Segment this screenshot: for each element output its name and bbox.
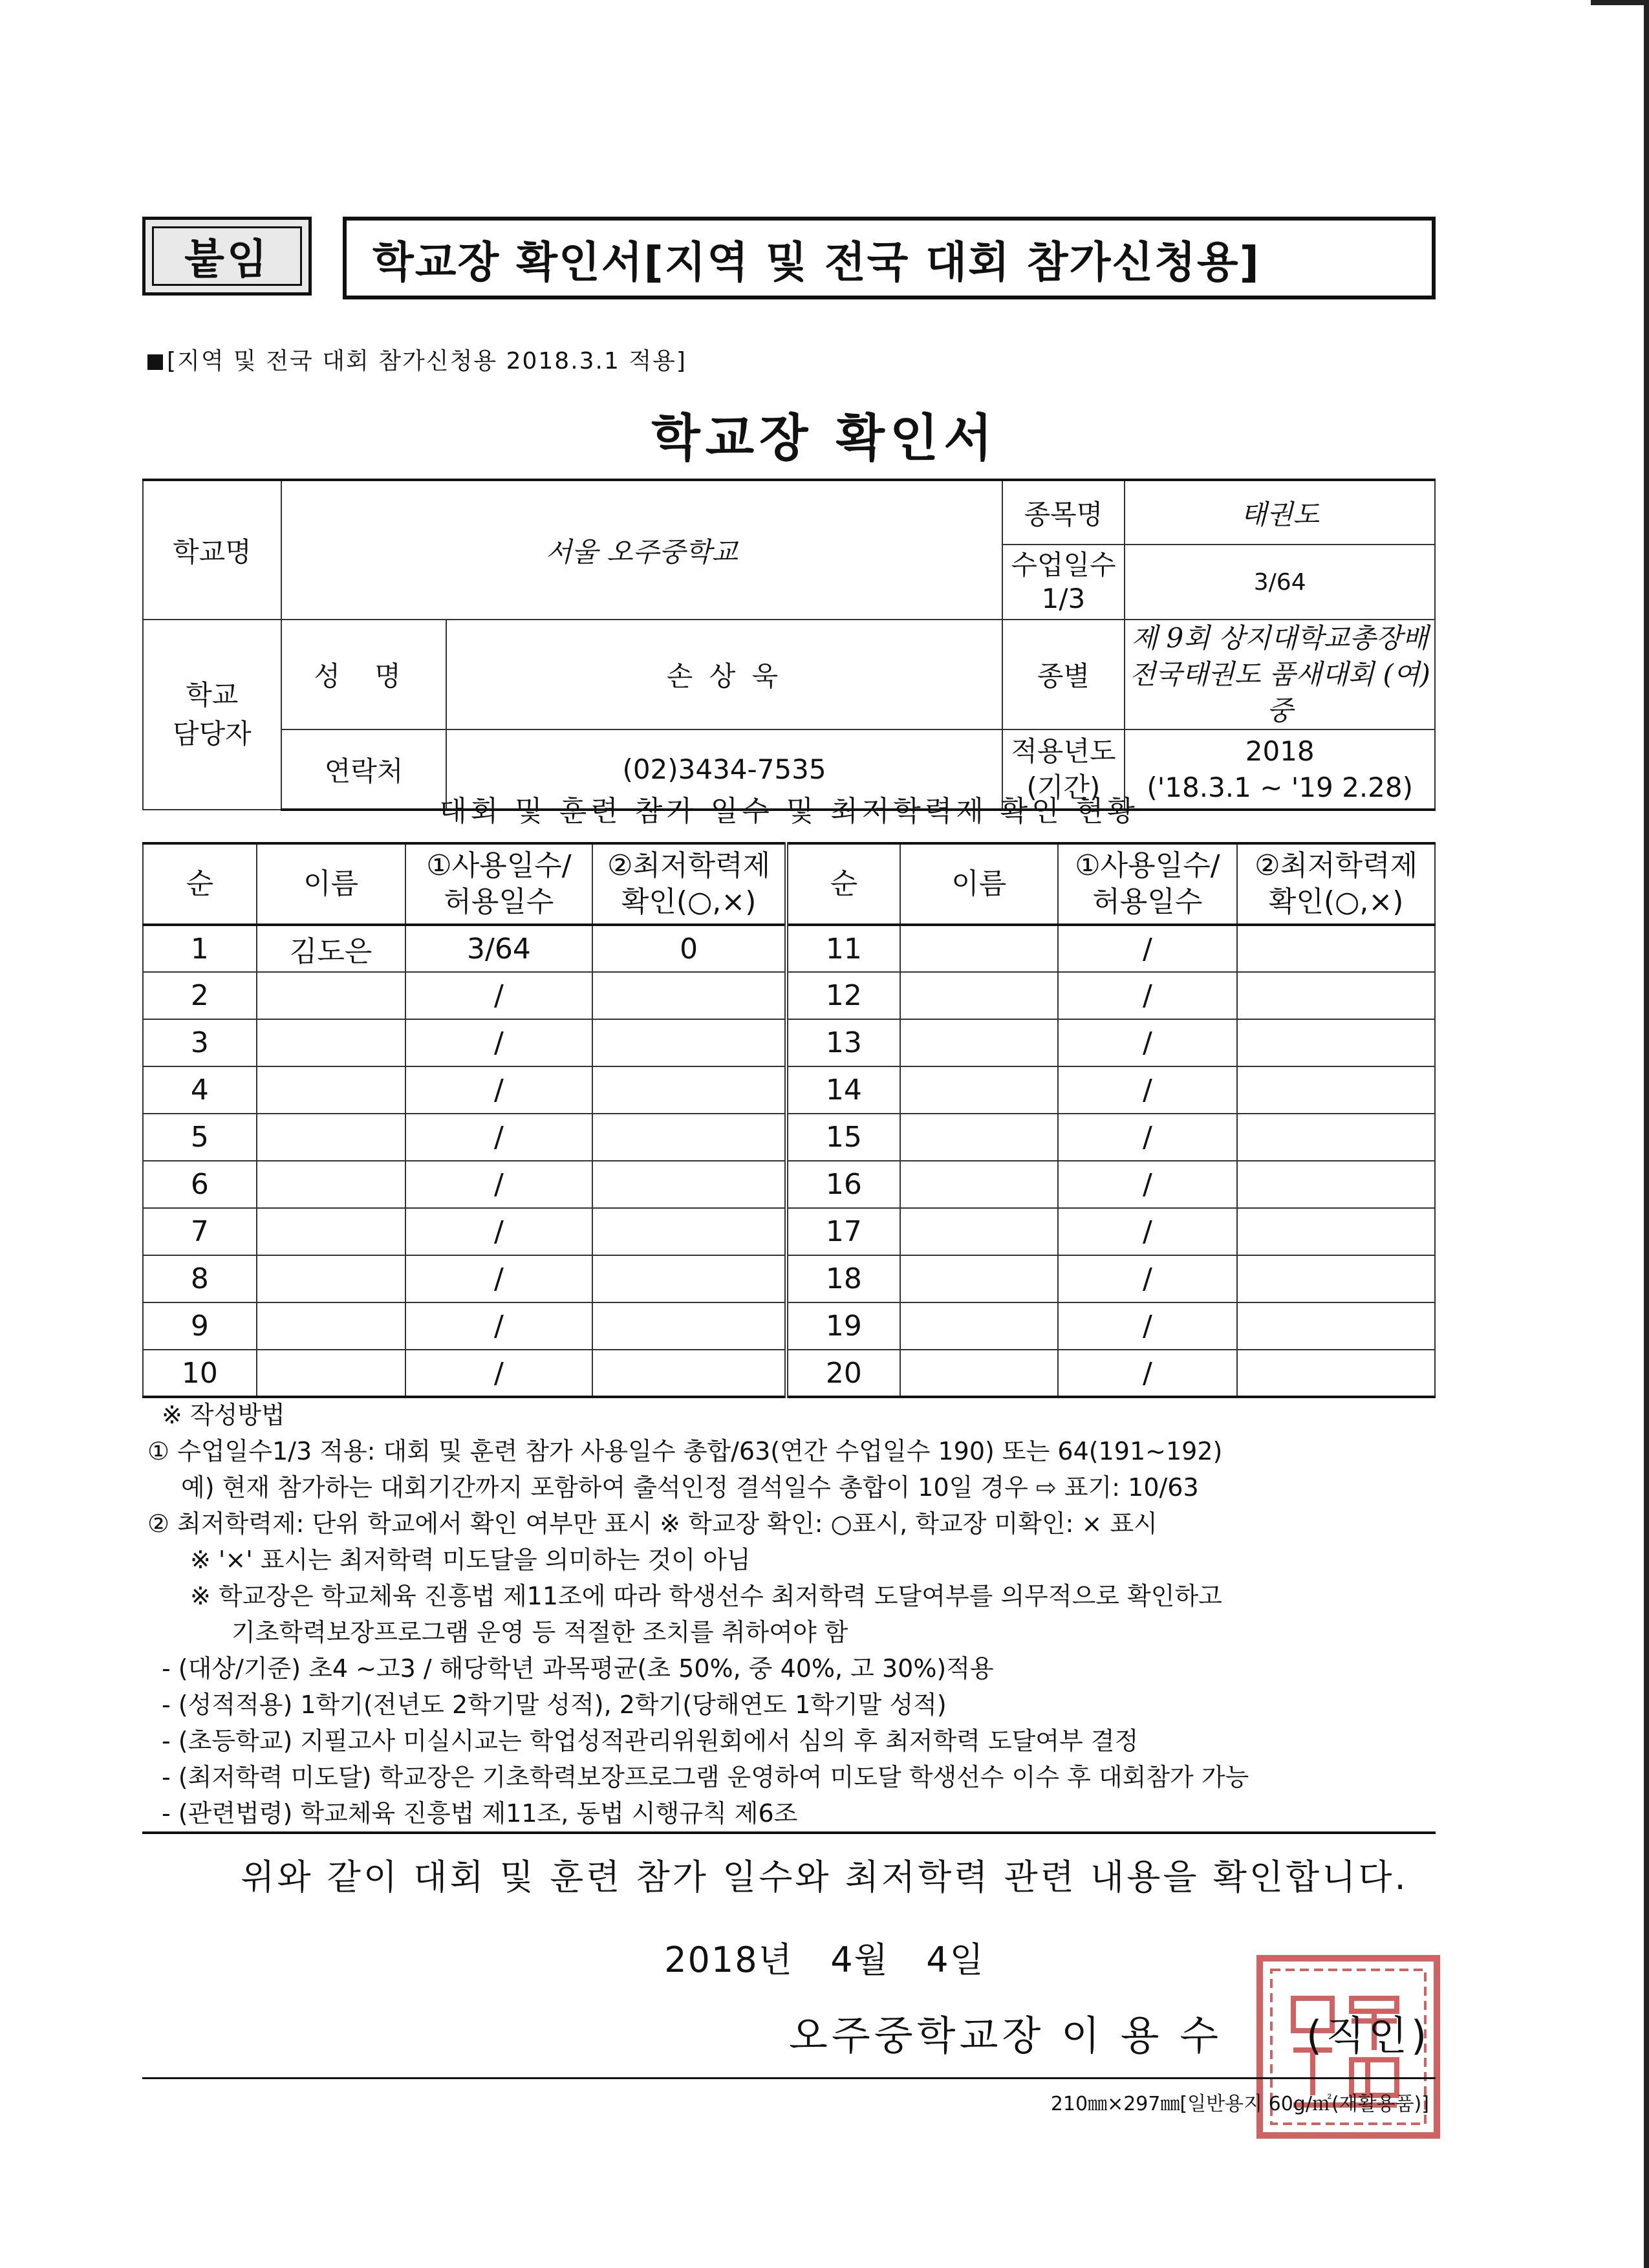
row-check-left (592, 1302, 786, 1350)
staff-name-value: 손 상 욱 (446, 620, 1002, 729)
header-used-days-left-line2: 허용일수 (444, 885, 554, 918)
note-line: ① 수업일수1/3 적용: 대회 및 훈련 참가 사용일수 총합/63(연간 수업일수 190) 또는 64(191~192) (147, 1437, 1223, 1465)
note-line: ※ '×' 표시는 최저학력 미도달을 의미하는 것이 아님 (190, 1546, 751, 1574)
header-check-left-line1: ②최저학력제 (607, 849, 771, 882)
note-line: 기초학력보장프로그램 운영 등 적절한 조치를 취하여야 함 (232, 1618, 848, 1647)
attach-label-box (142, 217, 312, 296)
row-used-days-right: / (1058, 1019, 1238, 1066)
row-no-left: 4 (143, 1066, 257, 1114)
header-used-days-right-line2: 허용일수 (1092, 885, 1203, 918)
row-used-days-right: / (1058, 1302, 1238, 1350)
paper-spec: 210㎜×297㎜[일반용지 60g/㎡(재활용품)] (1050, 2093, 1429, 2115)
header-used-days-left-line1: ①사용일수/ (426, 849, 572, 882)
row-no-right: 15 (786, 1114, 900, 1161)
note-line: 예) 현재 참가하는 대회기간까지 포함하여 출석인정 결석일수 총합이 10일 경우 ⇨ 표기: 10/63 (181, 1473, 1199, 1502)
category-value (1125, 620, 1435, 729)
row-no-left: 10 (143, 1350, 257, 1397)
row-used-days-left: / (405, 1255, 593, 1302)
class-days-label-line1: 수업일수 (1011, 549, 1116, 581)
row-no-left: 6 (143, 1161, 257, 1208)
row-check-right (1237, 1114, 1435, 1161)
note-line: ※ 작성방법 (162, 1401, 285, 1429)
class-days-label (1002, 545, 1125, 620)
staff-label-line1: 학교 (186, 679, 239, 711)
document-title-box (343, 217, 1436, 299)
row-name-left: 김도은 (257, 925, 405, 972)
row-check-left (592, 1350, 786, 1397)
class-days-value: 3/64 (1125, 545, 1435, 620)
row-used-days-left: / (405, 972, 593, 1019)
contact-value: (02)3434-7535 (446, 729, 1002, 810)
row-no-left: 2 (143, 972, 257, 1019)
divider-line (142, 1831, 1436, 1834)
row-name-right (900, 1019, 1058, 1066)
header-check-left (592, 843, 786, 925)
row-name-right (900, 925, 1058, 972)
header-no-right: 순 (786, 843, 900, 925)
row-used-days-right: / (1058, 1066, 1238, 1114)
row-check-right (1237, 1302, 1435, 1350)
table-row (143, 1350, 1435, 1397)
row-check-left (592, 1255, 786, 1302)
row-name-left (257, 1208, 405, 1255)
header-used-days-right (1058, 843, 1238, 925)
instructions (147, 1397, 1441, 1831)
school-info-table (142, 479, 1436, 811)
row-used-days-left: / (405, 1302, 593, 1350)
table-row (143, 925, 1435, 972)
school-name-value: 서울 오주중학교 (281, 480, 1002, 620)
staff-name-label: 성 명 (281, 620, 447, 729)
row-check-right (1237, 1208, 1435, 1255)
row-no-right: 16 (786, 1161, 900, 1208)
row-check-left (592, 1208, 786, 1255)
participation-table (142, 842, 1436, 1398)
table-row (143, 1161, 1435, 1208)
row-name-right (900, 1208, 1058, 1255)
row-check-right (1237, 1255, 1435, 1302)
row-used-days-right: / (1058, 925, 1238, 972)
class-days-label-line2: 1/3 (1041, 583, 1086, 614)
row-name-right (900, 1255, 1058, 1302)
row-no-right: 19 (786, 1302, 900, 1350)
participation-table-body (143, 925, 1435, 1397)
row-used-days-right: / (1058, 1114, 1238, 1161)
row-used-days-right: / (1058, 1161, 1238, 1208)
category-value-line2: 전국태권도 품새대회 (여)중 (1129, 658, 1430, 726)
section-title: 대회 및 훈련 참가 일수 및 최저학력제 확인 현황 (439, 795, 1139, 828)
row-no-left: 1 (143, 925, 257, 972)
note-line: - (성적적용) 1학기(전년도 2학기말 성적), 2학기(당해연도 1학기말 성적) (162, 1690, 947, 1719)
row-used-days-left: / (405, 1208, 593, 1255)
row-no-left: 7 (143, 1208, 257, 1255)
note-line: - (대상/기준) 초4 ~고3 / 해당학년 과목평균(초 50%, 중 40%, 고 30%)적용 (162, 1654, 994, 1683)
row-name-right (900, 1302, 1058, 1350)
row-check-left (592, 1066, 786, 1114)
row-used-days-left: / (405, 1161, 593, 1208)
note-line: - (관련법령) 학교체육 진흥법 제11조, 동법 시행규칙 제6조 (162, 1799, 798, 1828)
row-check-right (1237, 1066, 1435, 1114)
document-title: 학교장 확인서[지역 및 전국 대회 참가신청용] (372, 237, 1260, 287)
issue-date: 2018년 4월 4일 (664, 1939, 985, 1980)
staff-label-line2: 담당자 (173, 718, 252, 750)
row-no-right: 20 (786, 1350, 900, 1397)
header-check-left-line2: 확인(○,×) (621, 885, 757, 918)
confirmation-statement: 위와 같이 대회 및 훈련 참가 일수와 최저학력 관련 내용을 확인합니다. (241, 1857, 1408, 1897)
row-used-days-right: / (1058, 1350, 1238, 1397)
row-used-days-right: / (1058, 1255, 1238, 1302)
table-row (143, 1019, 1435, 1066)
principal-signature: 오주중학교장 이 용 수 (789, 2012, 1223, 2059)
row-check-right (1237, 1161, 1435, 1208)
main-title: 학교장 확인서 (651, 409, 998, 468)
row-check-left: 0 (592, 925, 786, 972)
row-check-right (1237, 1350, 1435, 1397)
table-row (143, 972, 1435, 1019)
note-line: ※ 학교장은 학교체육 진흥법 제11조에 따라 학생선수 최저학력 도달여부를 의무적으로 확인하고 (190, 1582, 1222, 1610)
row-name-left (257, 1066, 405, 1114)
row-used-days-left: / (405, 1019, 593, 1066)
header-used-days-left (405, 843, 593, 925)
row-used-days-right: / (1058, 972, 1238, 1019)
row-no-right: 12 (786, 972, 900, 1019)
table-row (143, 1255, 1435, 1302)
row-no-right: 11 (786, 925, 900, 972)
header-name-left: 이름 (257, 843, 405, 925)
header-used-days-right-line1: ①사용일수/ (1075, 849, 1220, 882)
row-used-days-left: / (405, 1350, 593, 1397)
contact-label: 연락처 (281, 729, 447, 810)
row-check-left (592, 1114, 786, 1161)
row-name-left (257, 1019, 405, 1066)
row-no-right: 18 (786, 1255, 900, 1302)
row-used-days-left: / (405, 1066, 593, 1114)
header-check-right-line2: 확인(○,×) (1268, 885, 1404, 918)
event-value: 태권도 (1125, 480, 1435, 545)
row-no-right: 13 (786, 1019, 900, 1066)
note-line: - (최저학력 미도달) 학교장은 기초학력보장프로그램 운영하여 미도달 학생선수 이수 후 대회참가 가능 (162, 1763, 1249, 1791)
table-row (143, 1066, 1435, 1114)
row-check-right (1237, 925, 1435, 972)
apply-year-label-line2: (기간) (1026, 771, 1101, 803)
row-name-left (257, 1350, 405, 1397)
header-name-right: 이름 (900, 843, 1058, 925)
scan-edge-top (1591, 0, 1649, 5)
row-used-days-right: / (1058, 1208, 1238, 1255)
event-label: 종목명 (1002, 480, 1125, 545)
header-check-right-line1: ②최저학력제 (1255, 849, 1418, 882)
row-no-left: 3 (143, 1019, 257, 1066)
table-row (143, 1208, 1435, 1255)
row-no-left: 5 (143, 1114, 257, 1161)
category-value-line1: 제 9회 상지대학교총장배 (1131, 622, 1428, 654)
apply-year-value-line1: 2018 (1245, 735, 1315, 767)
row-check-left (592, 972, 786, 1019)
header-no-left: 순 (143, 843, 257, 925)
row-name-right (900, 972, 1058, 1019)
row-no-right: 17 (786, 1208, 900, 1255)
square-bullet-icon (147, 354, 163, 370)
row-no-right: 14 (786, 1066, 900, 1114)
seal-note: (직인) (1306, 2012, 1431, 2059)
table-row (143, 1302, 1435, 1350)
footer-divider (142, 2077, 1436, 2079)
row-check-right (1237, 972, 1435, 1019)
header-check-right (1237, 843, 1435, 925)
row-check-left (592, 1161, 786, 1208)
row-name-left (257, 1114, 405, 1161)
note-line: ② 최저학력제: 단위 학교에서 확인 여부만 표시 ※ 학교장 확인: ○표시, 학교장 미확인: × 표시 (147, 1509, 1158, 1538)
school-name-label: 학교명 (143, 480, 281, 620)
row-used-days-left: / (405, 1114, 593, 1161)
category-label: 종별 (1002, 620, 1125, 729)
row-name-left (257, 1302, 405, 1350)
row-name-left (257, 1255, 405, 1302)
row-check-left (592, 1019, 786, 1066)
row-name-right (900, 1161, 1058, 1208)
row-name-right (900, 1066, 1058, 1114)
sub-note (147, 343, 687, 376)
row-used-days-left: 3/64 (405, 925, 593, 972)
row-name-left (257, 972, 405, 1019)
sub-note-text: [지역 및 전국 대회 참가신청용 2018.3.1 적용] (167, 348, 687, 374)
table-row (143, 1114, 1435, 1161)
row-name-left (257, 1161, 405, 1208)
note-line: - (초등학교) 지필고사 미실시교는 학업성적관리위원회에서 심의 후 최저학력 도달여부 결정 (162, 1727, 1139, 1755)
row-no-left: 8 (143, 1255, 257, 1302)
attach-label: 붙임 (184, 236, 270, 284)
row-name-right (900, 1114, 1058, 1161)
staff-label (143, 620, 281, 810)
apply-year-value-line2: ('18.3.1 ~ '19 2.28) (1147, 771, 1414, 803)
row-name-right (900, 1350, 1058, 1397)
row-no-left: 9 (143, 1302, 257, 1350)
row-check-right (1237, 1019, 1435, 1066)
scan-edge-line (1644, 0, 1649, 2268)
apply-year-label-line1: 적용년도 (1011, 735, 1116, 767)
